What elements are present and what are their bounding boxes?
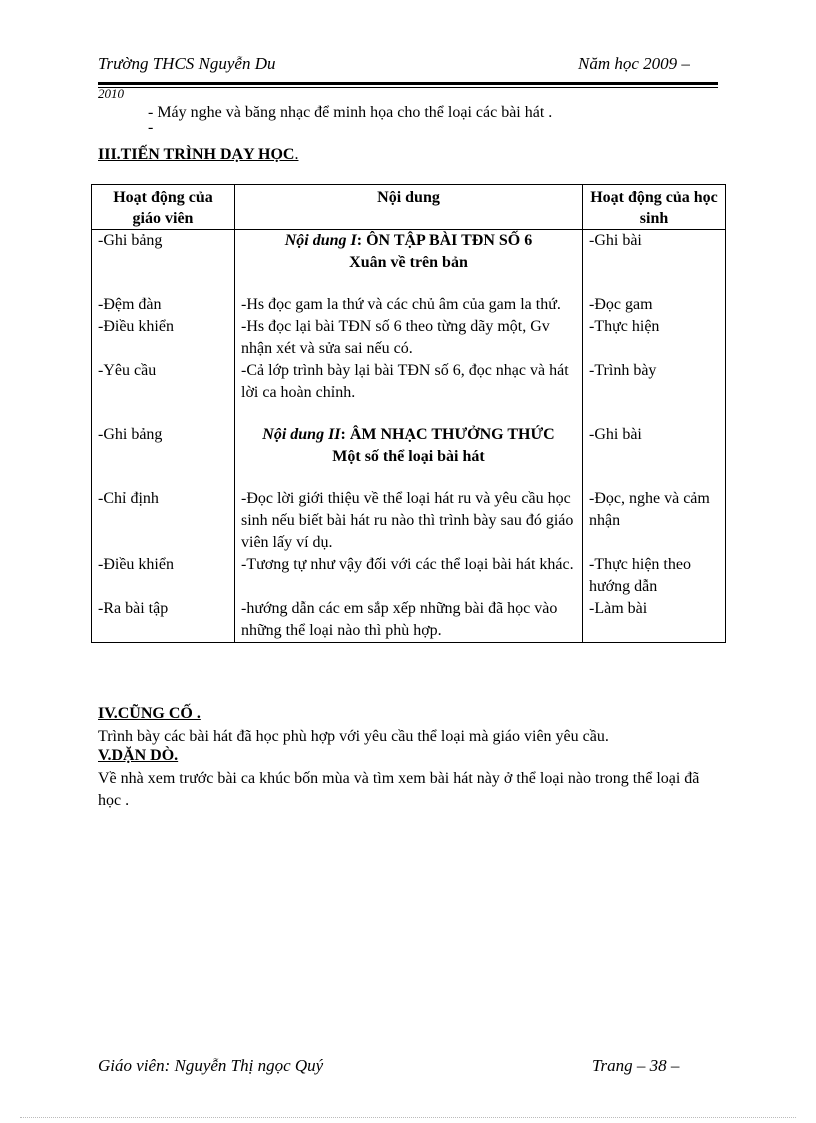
hs-cell: -Đọc, nghe và cảm nhận xyxy=(583,488,726,554)
hs-cell: -Ghi bài xyxy=(583,424,726,488)
gv-cell: -Điều khiển xyxy=(92,316,235,360)
hs-cell: -Làm bài xyxy=(583,598,726,643)
gv-cell: -Ghi bảng xyxy=(92,424,235,488)
lesson-table xyxy=(91,184,726,643)
gv-cell: -Ghi bảng xyxy=(92,230,235,295)
hs-cell: -Thực hiện theo hướng dẫn xyxy=(583,554,726,598)
footer-page-number: Trang – 38 – xyxy=(592,1056,680,1075)
footer-teacher: Giáo viên: Nguyễn Thị ngọc Quý xyxy=(98,1056,324,1075)
table-row xyxy=(92,316,726,360)
content-heading xyxy=(241,424,576,446)
gv-cell: -Yêu cầu xyxy=(92,360,235,424)
intro-item: - Máy nghe và băng nhạc để minh họa cho thể loại các bài hát . xyxy=(148,104,553,121)
school-year-cont: 2010 xyxy=(98,86,124,101)
gv-cell: -Chỉ định xyxy=(92,488,235,554)
table-row xyxy=(92,230,726,295)
table-row xyxy=(92,488,726,554)
table-row xyxy=(92,360,726,424)
gv-cell: -Đệm đàn xyxy=(92,294,235,316)
section3-title: III.TIẾN TRÌNH DẠY HỌC xyxy=(98,146,295,163)
content-cell xyxy=(235,230,583,295)
content-cell: -Hs đọc lại bài TĐN số 6 theo từng dãy một, Gv nhận xét và sửa sai nếu có. xyxy=(235,316,583,360)
section3-heading xyxy=(98,146,298,164)
header-student: Hoạt động của học sinh xyxy=(583,185,726,230)
table-header-row xyxy=(92,185,726,230)
content-cell: -hướng dẫn các em sắp xếp những bài đã học vào những thể loại nào thì phù hợp. xyxy=(235,598,583,643)
school-name: Trường THCS Nguyễn Du xyxy=(98,54,276,73)
table-row xyxy=(92,294,726,316)
hs-cell: -Ghi bài xyxy=(583,230,726,295)
table-row xyxy=(92,424,726,488)
section3-dot: . xyxy=(294,146,299,163)
content-title: : ÂM NHẠC THƯỞNG THỨC xyxy=(340,426,555,443)
page-bottom-border xyxy=(20,1117,796,1118)
header-content: Nội dung xyxy=(235,185,583,230)
content-heading xyxy=(241,230,576,252)
content-label: Nội dung II xyxy=(262,426,341,443)
content-subtitle: Một số thể loại bài hát xyxy=(332,448,485,465)
section4-title: IV.CŨNG CỐ . xyxy=(98,705,201,722)
content-cell: -Đọc lời giới thiệu về thể loại hát ru và yêu cầu học sinh nếu biết bài hát ru nào thì trình bày sau đó giáo viên lấy ví dụ. xyxy=(235,488,583,554)
content-cell: -Cả lớp trình bày lại bài TĐN số 6, đọc nhạc và hát lời ca hoàn chỉnh. xyxy=(235,360,583,424)
gv-cell: -Ra bài tập xyxy=(92,598,235,643)
section4-text: Trình bày các bài hát đã học phù hợp với yêu cầu thể loại mà giáo viên yêu cầu. xyxy=(98,728,609,745)
content-title: : ÔN TẬP BÀI TĐN SỐ 6 xyxy=(356,232,533,249)
header-teacher: Hoạt động của giáo viên xyxy=(92,185,235,230)
section5-text: Về nhà xem trước bài ca khúc bốn mùa và tìm xem bài hát này ở thể loại nào trong thể loại đã học . xyxy=(98,770,700,809)
header-rule-thick xyxy=(98,82,718,85)
content-subtitle: Xuân về trên bản xyxy=(349,254,468,271)
gv-cell: -Điều khiển xyxy=(92,554,235,598)
header-rule-thin xyxy=(98,87,718,88)
table-row xyxy=(92,554,726,598)
content-label: Nội dung I xyxy=(284,232,357,249)
intro-dash: - xyxy=(148,119,154,136)
content-cell xyxy=(235,424,583,488)
school-year: Năm học 2009 – xyxy=(578,54,690,73)
hs-cell: -Thực hiện xyxy=(583,316,726,360)
hs-cell: -Đọc gam xyxy=(583,294,726,316)
content-cell: -Tương tự như vậy đối với các thể loại bài hát khác. xyxy=(235,554,583,598)
hs-cell: -Trình bày xyxy=(583,360,726,424)
section5-title: V.DẶN DÒ. xyxy=(98,747,179,764)
table-row xyxy=(92,598,726,643)
content-cell: -Hs đọc gam la thứ và các chủ âm của gam la thứ. xyxy=(235,294,583,316)
